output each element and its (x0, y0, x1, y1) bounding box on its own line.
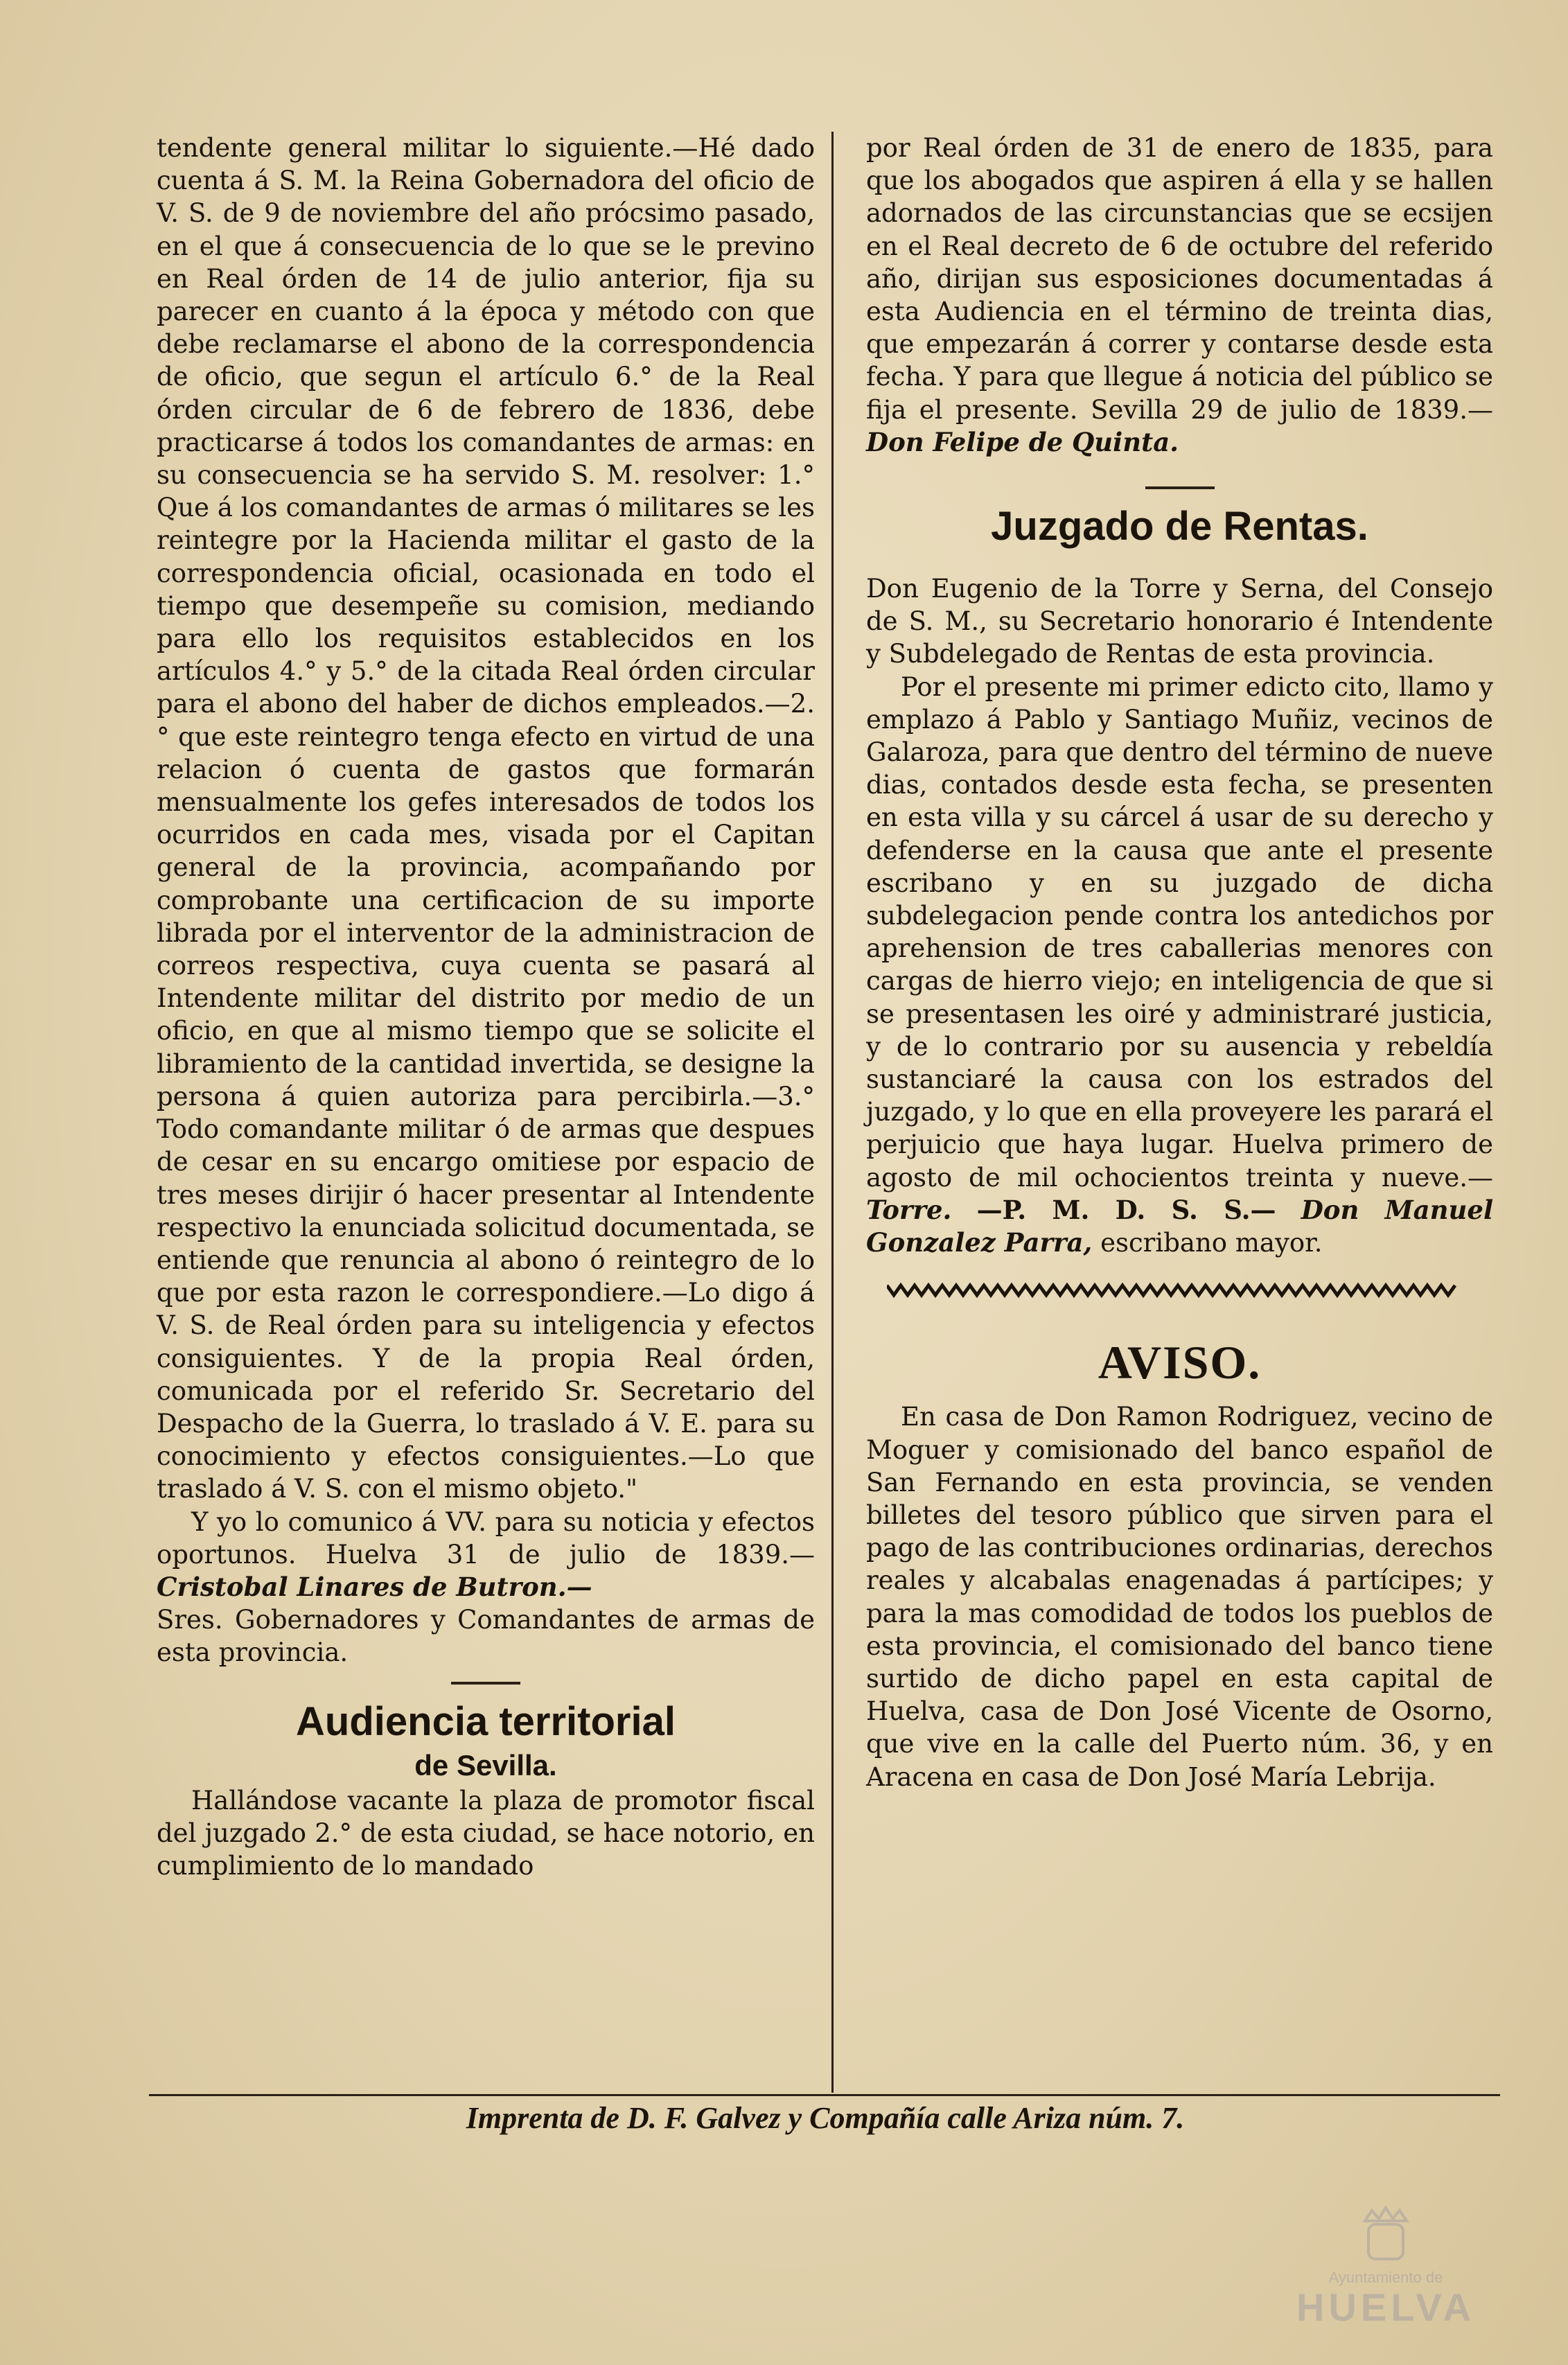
imprint-line: Imprenta de D. F. Galvez y Compañía calle Ariza núm. 7. (466, 2101, 1185, 2135)
column-divider (831, 132, 834, 2093)
crown-shield-icon (1355, 2204, 1417, 2266)
section-divider (1145, 486, 1215, 489)
signature-tail: escribano mayor. (1100, 1228, 1323, 1258)
juzgado-title: Juzgado de Rentas. (991, 504, 1368, 550)
section-divider (451, 1682, 520, 1685)
juzgado-edict-body: Por el presente mi primer edicto cito, llamo y emplazo á Pablo y Santiago Muñiz, vecinos de Galaroza, para que dentro del término de nueve dias, contados desde esta fecha, se presenten en esta villa y su cárcel á usar de su derecho y defenderse en la causa que ante el presente escribano y en su juzgado de dicha subdelegacion pende contra los antedichos por aprehension de tres caballerias menores con cargas de hierro viejo; en inteligencia de que si se presentasen les oiré y administraré justicia, y de lo contrario por su ausencia y rebeldía sustanciaré la causa con los estrados del juzgado, y lo que en ella proveyere les parará el perjuicio que haya lugar. Huelva primero de agosto de mil ochocientos treinta y nueve.— (866, 671, 1493, 1193)
audiencia-text-left: Hallándose vacante la plaza de promotor fiscal del juzgado 2.° de esta ciudad, se hace notorio, en cumplimiento de lo mandado (157, 1785, 815, 1881)
left-column (157, 132, 815, 1882)
municipal-watermark (1282, 2204, 1490, 2356)
audiencia-text-right-body: por Real órden de 31 de enero de 1835, para que los abogados que aspiren á ella y se hallen adornados de las circunstancias que se ecsijen en el Real decreto de 6 de octubre del referido año, dirijan sus esposiciones documentadas á esta Audiencia en el término de treinta dias, que empezarán á correr y contarse desde esta fecha. Y para que llegue á noticia del público se fija el presente. Sevilla 29 de julio de 1839.— (866, 133, 1493, 425)
signature-linares: Cristobal Linares de Butron.— (157, 1571, 592, 1602)
aviso-body: En casa de Don Ramon Rodriguez, vecino de Moguer y comisionado del banco español de San Fernando en esta provincia, se venden billetes del tesoro público que sirven para el pago de las contribuciones ordinarias, derechos reales y alcabalas enagenadas á partícipes; y para la mas comodidad de todos los pueblos de esta provincia, el comisionado del banco tiene surtido de dicho papel en esta capital de Huelva, casa de Don José Vicente de Osorno, que vive en la calle del Puerto núm. 36, y en Aracena en casa de Don José María Lebrija. (866, 1402, 1493, 1792)
royal-order-paragraph: tendente general militar lo siguiente.—Hé dado cuenta á S. M. la Reina Gobernadora del oficio de V. S. de 9 de noviembre del año prócsimo pasado, en el que á consecuencia de lo que se le previno en Real órden de 14 de julio anterior, fija su parecer en cuanto á la época y método con que debe reclamarse el abono de la correspondencia de oficio, que segun el artículo 6.° de la Real órden circular de 6 de febrero de 1836, debe practicarse á todos los comandantes de armas: en su consecuencia se ha servido S. M. resolver: 1.° Que á los comandantes de armas ó militares se les reintegre por la Hacienda militar el gasto de la correspondencia oficial, ocasionada en todo el tiempo que desempeñe su comision, mediando para ello los requisitos establecidos en los artículos 4.° y 5.° de la citada Real órden circular para el abono del haber de dichos empleados.—2.° que este reintegro tenga efecto en virtud de una relacion ó cuenta de gastos que formarán mensualmente los gefes interesados de todos los ocurridos en cada mes, visada por el Capitan general de la provincia, acompañando por comprobante una certificacion de su importe librada por el interventor de la administracion de correos respectiva, cuya cuenta se pasará al Intendente militar del distrito por medio de un oficio, en que al mismo tiempo que se solicite el libramiento de la cantidad invertida, se designe la persona á quien autoriza para percibirla.—3.° Todo comandante militar ó de armas que despues de cesar en su encargo omitiese por espacio de tres meses dirijir ó hacer presentar al Intendente respectivo la enunciada solicitud documentada, se entiende que renuncia al abono ó reintegro de lo que por esta razon le correspondiere.—Lo digo á V. S. de Real órden para su inteligencia y efectos consiguientes. Y de la propia Real órden, comunicada por el referido Sr. Secretario del Despacho de la Guerra, lo traslado á V. E. para su conocimiento y efectos consiguientes.—Lo que traslado á V. S. con el mismo objeto." (157, 133, 815, 1504)
wavy-ornament (887, 1280, 1465, 1301)
watermark-small-text: Ayuntamiento de (1328, 2269, 1443, 2286)
right-column (866, 132, 1493, 1793)
audiencia-title: Audiencia territorial (296, 1698, 676, 1744)
communication-text: Y yo lo comunico á VV. para su noticia y efectos oportunos. Huelva 31 de julio de 1839.— (157, 1506, 815, 1570)
footer-rule (149, 2094, 1500, 2096)
aviso-title: AVISO. (1098, 1336, 1262, 1389)
audiencia-subtitle: de Sevilla. (414, 1748, 557, 1782)
audiencia-text-right (866, 132, 1493, 459)
addressee-line: Sres. Gobernadores y Comandantes de armas de esta provincia. (157, 1605, 815, 1668)
watermark-big-text: HUELVA (1296, 2285, 1475, 2329)
initials: —P. M. D. S. S.— (976, 1194, 1276, 1225)
communication-paragraph (157, 1506, 815, 1604)
signature-gonzalez-parra: Don Manuel Gonzalez Parra, (866, 1194, 1493, 1258)
juzgado-heading-paragraph: Don Eugenio de la Torre y Serna, del Consejo de S. M., su Secretario honorario é Intendente y Subdelegado de Rentas de esta provincia. (866, 574, 1493, 669)
juzgado-edict (866, 671, 1493, 1260)
signature-torre: Torre. (866, 1194, 952, 1225)
signature-quinta: Don Felipe de Quinta. (866, 426, 1179, 457)
